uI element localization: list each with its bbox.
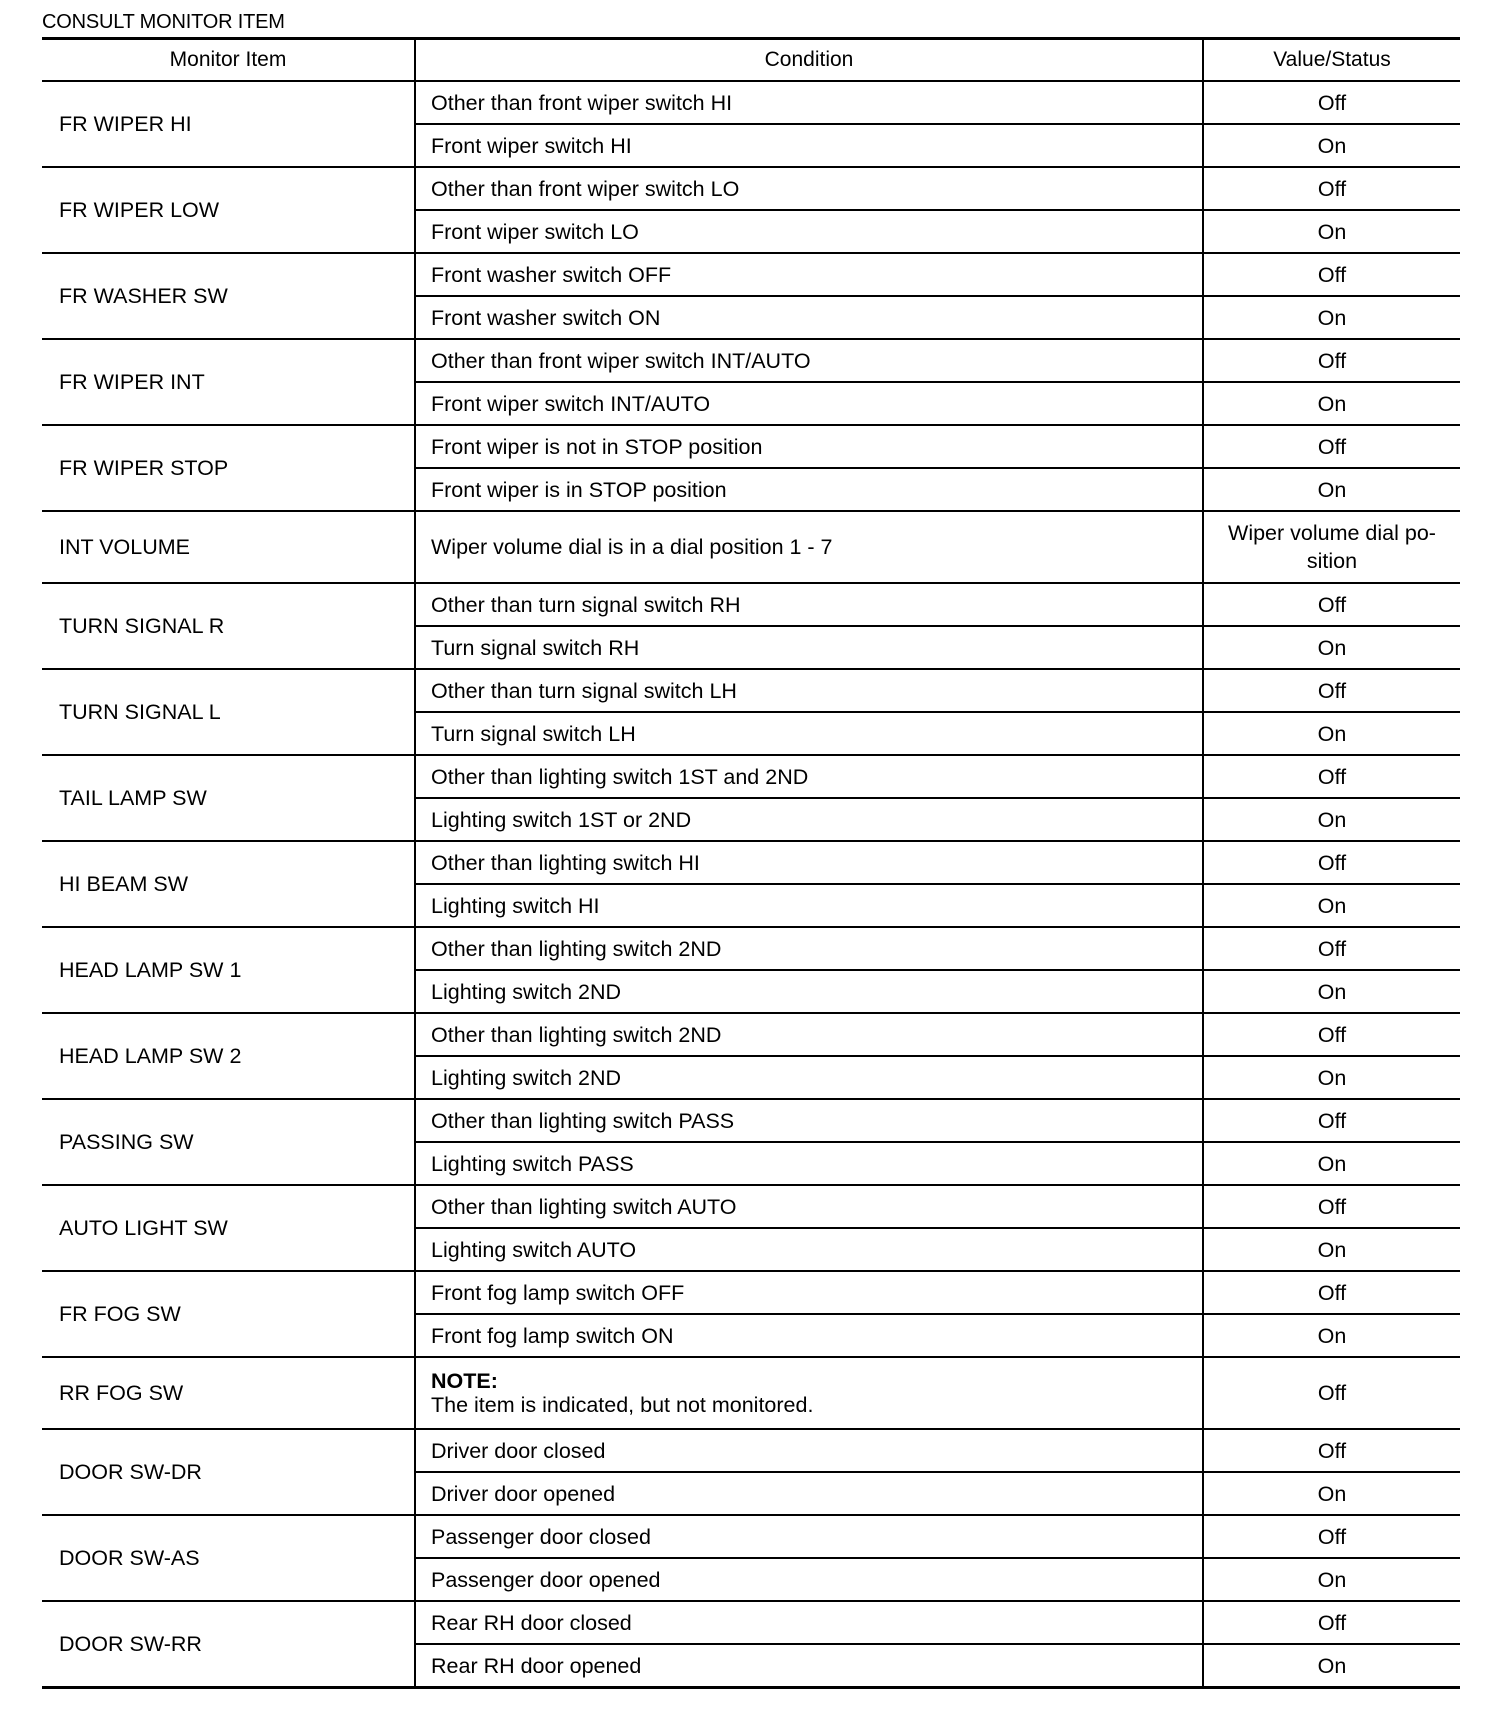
- condition-cell: Lighting switch AUTO: [415, 1228, 1203, 1271]
- value-status-cell: Off: [1203, 81, 1460, 124]
- value-status-cell: On: [1203, 1314, 1460, 1357]
- table-row: [42, 1013, 1460, 1056]
- monitor-item-cell: HEAD LAMP SW 2: [42, 1013, 415, 1099]
- table-row: [42, 669, 1460, 712]
- table-row: [42, 81, 1460, 124]
- condition-cell: Front wiper is not in STOP position: [415, 425, 1203, 468]
- table-caption: CONSULT MONITOR ITEM: [42, 11, 285, 33]
- value-status-cell: On: [1203, 1558, 1460, 1601]
- table-row: [42, 253, 1460, 296]
- condition-cell: Other than turn signal switch RH: [415, 583, 1203, 626]
- value-status-cell: Off: [1203, 583, 1460, 626]
- value-status-cell: On: [1203, 1644, 1460, 1688]
- condition-cell: Lighting switch 2ND: [415, 1056, 1203, 1099]
- value-status-cell: On: [1203, 798, 1460, 841]
- condition-cell: Other than lighting switch 2ND: [415, 1013, 1203, 1056]
- condition-cell: Wiper volume dial is in a dial position 1 - 7: [415, 511, 1203, 583]
- table-row: [42, 841, 1460, 884]
- value-status-cell: Off: [1203, 1099, 1460, 1142]
- value-status-cell: On: [1203, 1056, 1460, 1099]
- table-row: [42, 927, 1460, 970]
- header-row: [42, 39, 1460, 82]
- value-status-cell: On: [1203, 468, 1460, 511]
- value-status-cell: Off: [1203, 841, 1460, 884]
- condition-cell: Front wiper switch HI: [415, 124, 1203, 167]
- monitor-item-cell: DOOR SW-RR: [42, 1601, 415, 1688]
- table-row: [42, 1185, 1460, 1228]
- monitor-item-cell: FR WIPER STOP: [42, 425, 415, 511]
- value-status-cell: On: [1203, 1228, 1460, 1271]
- note-text: The item is indicated, but not monitored.: [431, 1393, 814, 1417]
- condition-cell: Other than lighting switch 2ND: [415, 927, 1203, 970]
- header-monitor-item: Monitor Item: [42, 39, 415, 82]
- condition-cell: Lighting switch 2ND: [415, 970, 1203, 1013]
- monitor-item-cell: RR FOG SW: [42, 1357, 415, 1429]
- table-row: [42, 167, 1460, 210]
- value-status-cell: On: [1203, 382, 1460, 425]
- value-status-cell: On: [1203, 1142, 1460, 1185]
- value-status-cell: Off: [1203, 1013, 1460, 1056]
- table-row: [42, 583, 1460, 626]
- value-status-cell: Off: [1203, 339, 1460, 382]
- value-status-cell: On: [1203, 1472, 1460, 1515]
- header-condition: Condition: [415, 39, 1203, 82]
- monitor-item-cell: TURN SIGNAL L: [42, 669, 415, 755]
- table-row: [42, 511, 1460, 583]
- note-label: NOTE:: [431, 1369, 498, 1393]
- condition-cell: Driver door closed: [415, 1429, 1203, 1472]
- table-row: [42, 755, 1460, 798]
- table-row: [42, 1099, 1460, 1142]
- value-status-cell: Off: [1203, 167, 1460, 210]
- condition-cell: Other than lighting switch PASS: [415, 1099, 1203, 1142]
- condition-cell: Lighting switch PASS: [415, 1142, 1203, 1185]
- monitor-item-cell: FR WIPER HI: [42, 81, 415, 167]
- monitor-item-cell: FR WASHER SW: [42, 253, 415, 339]
- monitor-item-cell: TURN SIGNAL R: [42, 583, 415, 669]
- condition-cell: Front wiper is in STOP position: [415, 468, 1203, 511]
- monitor-item-cell: INT VOLUME: [42, 511, 415, 583]
- value-status-cell: On: [1203, 124, 1460, 167]
- monitor-item-cell: HI BEAM SW: [42, 841, 415, 927]
- table-row: [42, 339, 1460, 382]
- condition-cell: [415, 1357, 1203, 1429]
- condition-cell: Rear RH door opened: [415, 1644, 1203, 1688]
- value-status-cell: Off: [1203, 425, 1460, 468]
- condition-cell: Front fog lamp switch OFF: [415, 1271, 1203, 1314]
- value-status-cell: Off: [1203, 1515, 1460, 1558]
- condition-cell: Other than turn signal switch LH: [415, 669, 1203, 712]
- table-row: [42, 1429, 1460, 1472]
- value-status-cell: On: [1203, 970, 1460, 1013]
- value-status-cell: On: [1203, 210, 1460, 253]
- consult-monitor-table: [42, 37, 1460, 1689]
- condition-cell: Other than front wiper switch INT/AUTO: [415, 339, 1203, 382]
- condition-cell: Front wiper switch LO: [415, 210, 1203, 253]
- table-row: [42, 1271, 1460, 1314]
- value-status-cell: On: [1203, 626, 1460, 669]
- condition-cell: Front washer switch OFF: [415, 253, 1203, 296]
- condition-cell: Driver door opened: [415, 1472, 1203, 1515]
- value-status-cell: Off: [1203, 1357, 1460, 1429]
- monitor-item-cell: DOOR SW-AS: [42, 1515, 415, 1601]
- table-row: [42, 1357, 1460, 1429]
- table-row: [42, 1601, 1460, 1644]
- condition-cell: Front wiper switch INT/AUTO: [415, 382, 1203, 425]
- monitor-item-cell: DOOR SW-DR: [42, 1429, 415, 1515]
- condition-cell: Other than lighting switch HI: [415, 841, 1203, 884]
- value-status-cell: Off: [1203, 253, 1460, 296]
- table-row: [42, 425, 1460, 468]
- monitor-item-cell: FR WIPER LOW: [42, 167, 415, 253]
- monitor-item-cell: FR FOG SW: [42, 1271, 415, 1357]
- condition-cell: Other than lighting switch AUTO: [415, 1185, 1203, 1228]
- value-status-cell: Off: [1203, 1429, 1460, 1472]
- condition-cell: Turn signal switch LH: [415, 712, 1203, 755]
- condition-cell: Passenger door opened: [415, 1558, 1203, 1601]
- header-value-status: Value/Status: [1203, 39, 1460, 82]
- condition-cell: Lighting switch 1ST or 2ND: [415, 798, 1203, 841]
- condition-cell: Rear RH door closed: [415, 1601, 1203, 1644]
- value-status-cell: On: [1203, 712, 1460, 755]
- value-status-cell: Wiper volume dial po- sition: [1203, 511, 1460, 583]
- document: [42, 8, 1460, 1689]
- condition-cell: Lighting switch HI: [415, 884, 1203, 927]
- condition-cell: Other than front wiper switch LO: [415, 167, 1203, 210]
- condition-cell: Front fog lamp switch ON: [415, 1314, 1203, 1357]
- value-status-cell: Off: [1203, 1185, 1460, 1228]
- value-status-cell: Off: [1203, 755, 1460, 798]
- value-status-cell: Off: [1203, 1601, 1460, 1644]
- table-row: [42, 1515, 1460, 1558]
- monitor-item-cell: FR WIPER INT: [42, 339, 415, 425]
- monitor-item-cell: HEAD LAMP SW 1: [42, 927, 415, 1013]
- value-status-cell: Off: [1203, 1271, 1460, 1314]
- condition-cell: Other than lighting switch 1ST and 2ND: [415, 755, 1203, 798]
- value-status-cell: On: [1203, 884, 1460, 927]
- value-status-cell: On: [1203, 296, 1460, 339]
- monitor-item-cell: AUTO LIGHT SW: [42, 1185, 415, 1271]
- condition-cell: Passenger door closed: [415, 1515, 1203, 1558]
- value-status-cell: Off: [1203, 927, 1460, 970]
- condition-cell: Other than front wiper switch HI: [415, 81, 1203, 124]
- monitor-item-cell: PASSING SW: [42, 1099, 415, 1185]
- table-body: [42, 81, 1460, 1688]
- condition-cell: Turn signal switch RH: [415, 626, 1203, 669]
- monitor-item-cell: TAIL LAMP SW: [42, 755, 415, 841]
- condition-cell: Front washer switch ON: [415, 296, 1203, 339]
- value-status-cell: Off: [1203, 669, 1460, 712]
